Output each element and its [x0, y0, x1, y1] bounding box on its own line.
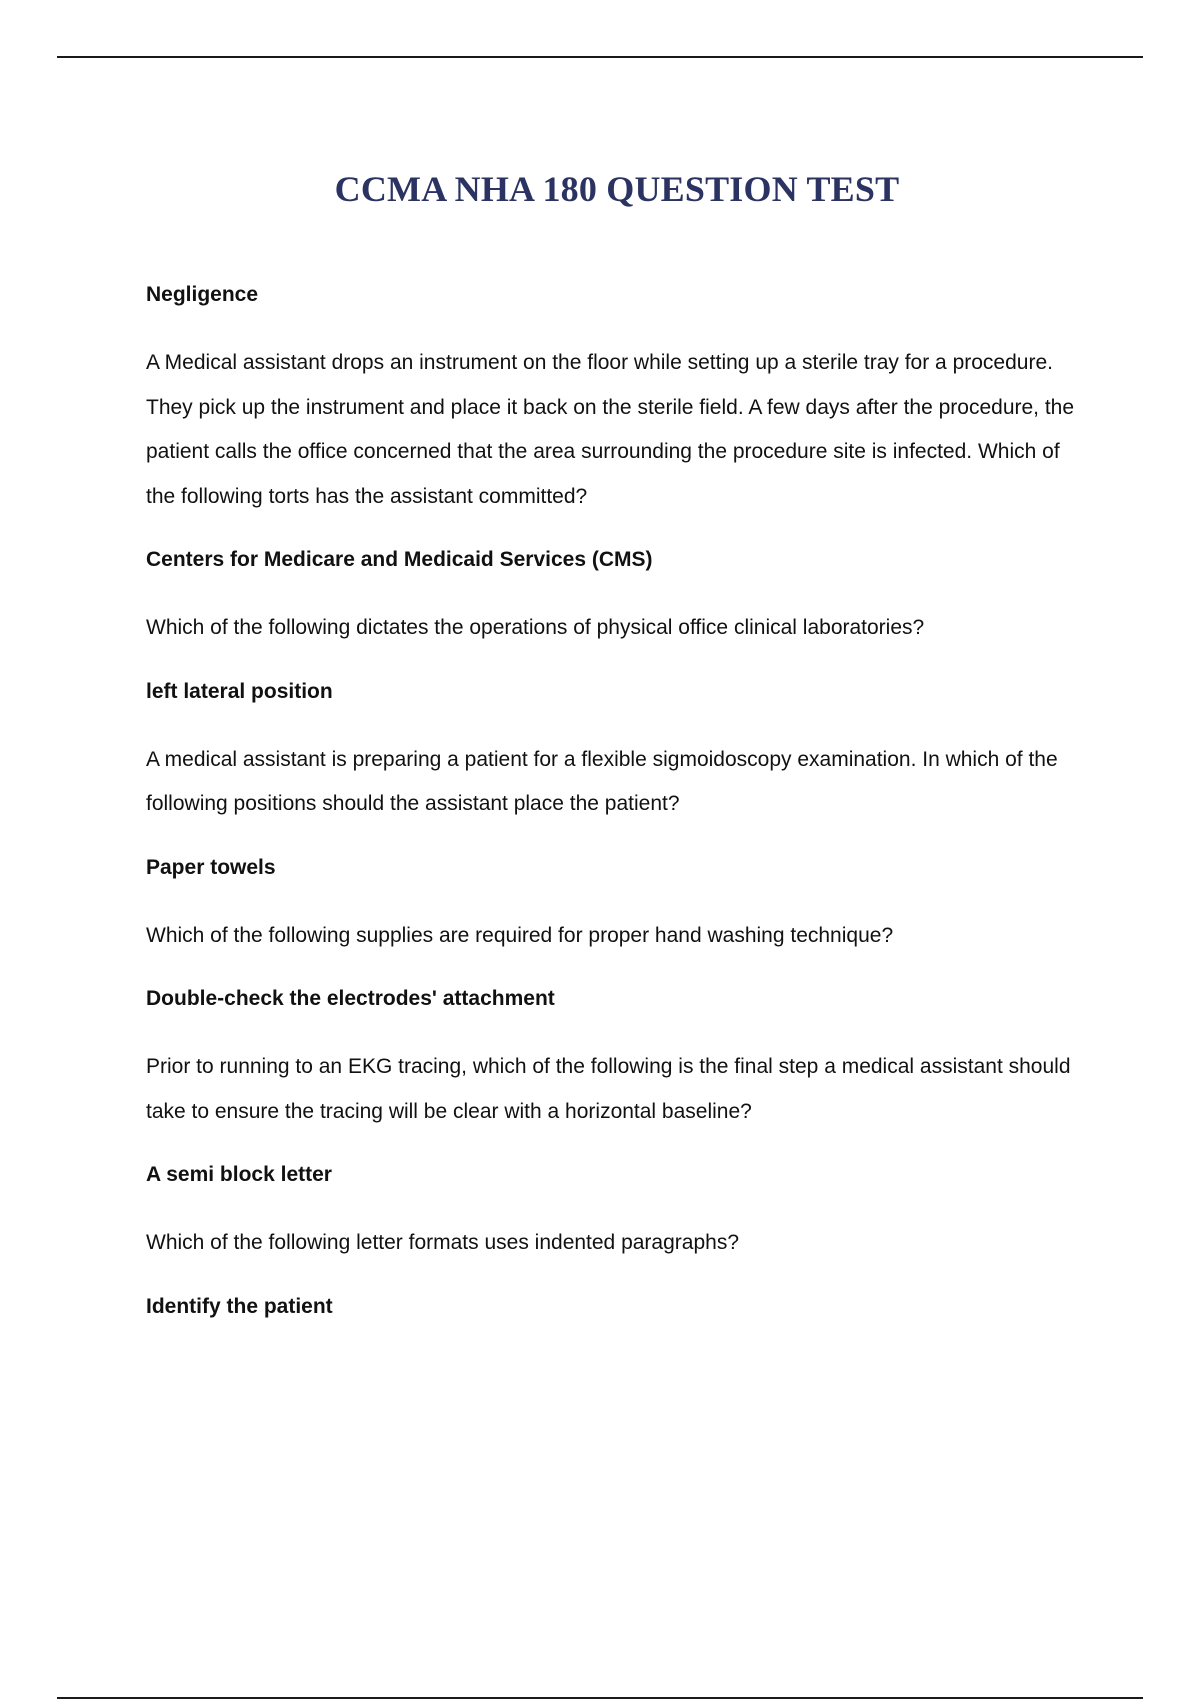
answer-double-check-electrodes: Double-check the electrodes' attachment	[146, 987, 555, 1010]
answer-negligence: Negligence	[146, 283, 259, 306]
question-5: Prior to running to an EKG tracing, which of the following is the final step a medical assistant should take to ensure the tracing will be clear with a horizontal baseline?	[146, 1055, 1071, 1123]
question-4: Which of the following supplies are required for proper hand washing technique?	[146, 923, 894, 947]
question-1: A Medical assistant drops an instrument on the floor while setting up a sterile tray for a procedure. They pick up the instrument and place it back on the sterile field. A few days after the procedure, the patient calls the office concerned that the area surrounding the procedure site is infected. Which of the following torts has the assistant committed?	[146, 351, 1075, 508]
header-rule	[57, 56, 1143, 58]
answer-left-lateral-position: left lateral position	[146, 679, 333, 703]
footer-rule	[57, 1697, 1143, 1699]
answer-identify-the-patient: Identify the patient	[146, 1294, 333, 1318]
question-2: Which of the following dictates the operations of physical office clinical laboratories?	[146, 616, 925, 639]
document-title: CCMA NHA 180 QUESTION TEST	[334, 169, 900, 209]
answer-semi-block-letter: A semi block letter	[146, 1163, 332, 1186]
answer-paper-towels: Paper towels	[146, 855, 276, 879]
question-3: A medical assistant is preparing a patient for a flexible sigmoidoscopy examination. In which of the following positions should the assistant place the patient?	[146, 747, 1058, 815]
answer-cms: Centers for Medicare and Medicaid Services (CMS)	[146, 548, 653, 571]
qa-list	[146, 278, 1086, 1358]
question-6: Which of the following letter formats uses indented paragraphs?	[146, 1231, 739, 1254]
